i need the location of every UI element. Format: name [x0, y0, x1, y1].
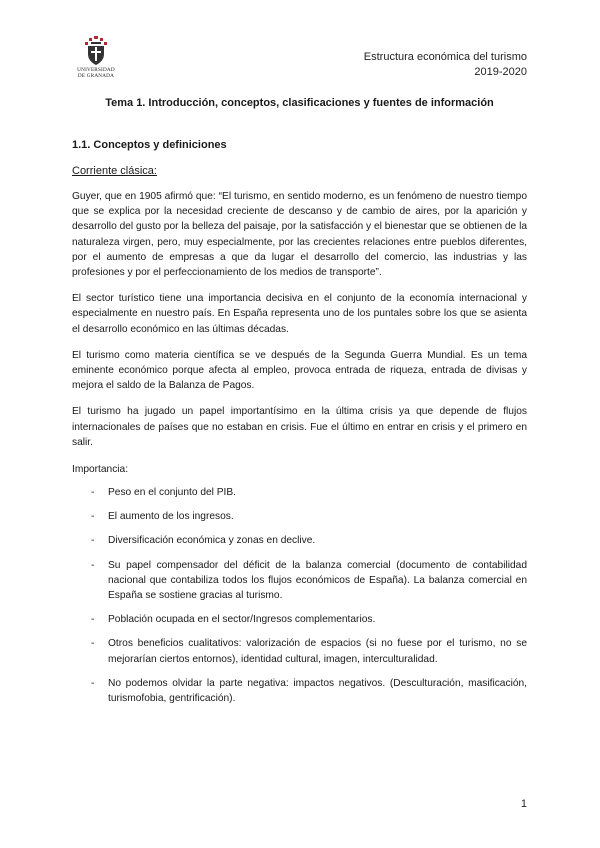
list-item: [72, 509, 527, 524]
subheading: Corriente clásica:: [72, 165, 157, 177]
list-item: [72, 533, 527, 548]
list-item-text: No podemos olvidar la parte negativa: impactos negativos. (Desculturación, masificación, turismofobia, gentrificación).: [108, 677, 527, 705]
paragraph: Guyer, que en 1905 afirmó que: “El turismo, en sentido moderno, es un fenómeno de nuestro tiempo que se explica por la necesidad creciente de descanso y de cambio de aires, por la aparición y desarrollo del gusto por la belleza del paisaje, por la satisfacción y el bienestar que se obtienen de la naturaleza virgen, pero, muy especialmente, por las crecientes relaciones entre pueblos diferentes, por el aumento de empresas a que da lugar el desarrollo del comercio, las industrias y las profesiones y por el perfeccionamiento de los medios de transporte”.: [72, 191, 527, 279]
bullet-marker: -: [91, 677, 95, 689]
bullet-marker: -: [91, 614, 95, 626]
list-item-text: Población ocupada en el sector/Ingresos complementarios.: [108, 614, 376, 626]
list-item: [72, 636, 527, 666]
list-item-text: Su papel compensador del déficit de la balanza comercial (documento de contabilidad nacional que contabiliza todos los flujos económicos de España). La balanza comercial en España se sostiene gracias al turismo.: [108, 559, 527, 602]
section-heading: 1.1. Conceptos y definiciones: [72, 139, 227, 151]
list-item: [72, 612, 527, 627]
list-item-text: Diversificación económica y zonas en declive.: [108, 535, 316, 547]
page-number: 1: [520, 798, 527, 810]
document-body: [72, 96, 527, 715]
institution-line-1: UNIVERSIDAD: [77, 67, 115, 73]
academic-year: 2019-2020: [474, 66, 527, 78]
bullet-marker: -: [91, 535, 95, 547]
list-item-text: El aumento de los ingresos.: [108, 511, 234, 523]
list-item: [72, 485, 527, 500]
paragraph: El turismo ha jugado un papel importantísimo en la última crisis ya que depende de flujos internacionales de países que no estaban en crisis. Fue el último en entrar en crisis y el primero en salir.: [72, 406, 527, 448]
list-item: [72, 676, 527, 706]
list-item-text: Otros beneficios cualitativos: valorización de espacios (si no fuese por el turismo, no se mejorarían ciertos entornos), identidad cultural, imagen, interculturalidad.: [108, 638, 527, 665]
course-name: Estructura económica del turismo: [363, 51, 527, 63]
paragraph: El turismo como materia científica se ve después de la Segunda Guerra Mundial. Es un tema eminente económico porque afecta al empleo, provoca entrada de riqueza, entrada de divisas y mejora el saldo de la Balanza de Pagos.: [72, 349, 527, 392]
bullet-marker: -: [91, 487, 95, 499]
university-logo: [70, 36, 122, 79]
institution-line-2: DE GRANADA: [77, 73, 115, 79]
institution-name: [70, 67, 122, 79]
bullet-marker: -: [91, 559, 95, 571]
paragraph: El sector turístico tiene una importancia decisiva en el conjunto de la economía internacional y especialmente en nuestro país. En España representa uno de los puntales sobre los que se asienta el desarrollo económico en las últimas décadas.: [72, 293, 527, 335]
list-label: Importancia:: [72, 464, 129, 476]
importance-list: [72, 485, 527, 706]
bullet-marker: -: [91, 511, 95, 523]
list-item-text: Peso en el conjunto del PIB.: [108, 487, 236, 499]
bullet-marker: -: [91, 638, 95, 650]
running-header: [364, 50, 527, 80]
document-title: Tema 1. Introducción, conceptos, clasificaciones y fuentes de información: [105, 97, 494, 109]
university-crest-icon: [83, 36, 109, 66]
list-item: [72, 558, 527, 604]
